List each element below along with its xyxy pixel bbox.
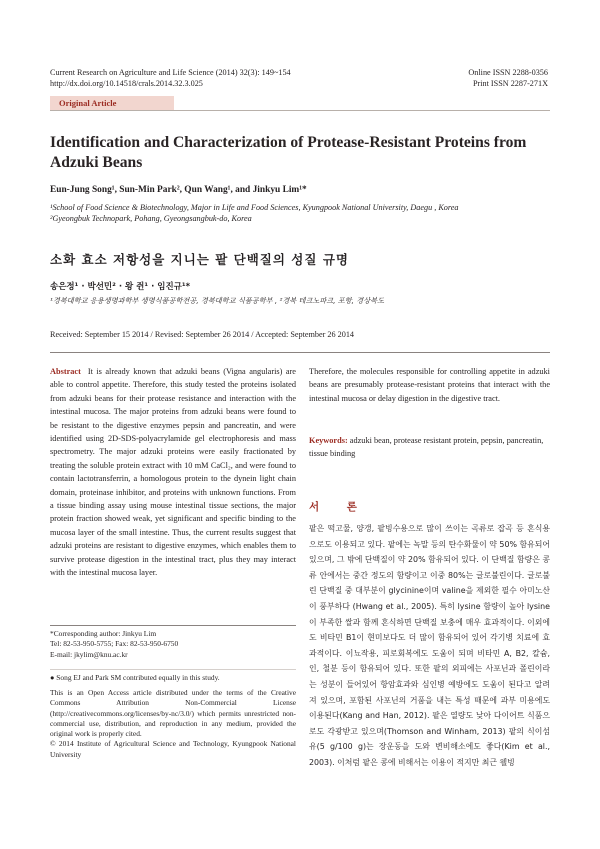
journal-header xyxy=(50,67,291,89)
submission-dates: Received: September 15 2014 / Revised: September 26 2014 / Accepted: September 26 2014 xyxy=(50,330,355,339)
abstract-left-column xyxy=(50,365,296,580)
license-text: This is an Open Access article distributed under the terms of the Creative Commons Attribution Non-Commercial License (http://creativecommons.org/licenses/by-nc/3.0/) which permits unrestricted non-commercial use, distribution, and reproduction in any medium, provided the original work is properly cited. xyxy=(50,688,296,739)
footnote-rule xyxy=(50,625,296,626)
keywords-heading: Keywords: xyxy=(309,436,348,445)
abstract-continuation: Therefore, the molecules responsible for controlling appetite in adzuki beans are presumably protease-resistant proteins that interact with the intestinal mucosa or delay digestion in the digestive tract. xyxy=(309,367,550,403)
korean-title: 소화 효소 저항성을 지니는 팥 단백질의 성질 규명 xyxy=(50,252,349,267)
affiliations xyxy=(50,202,459,224)
footnote-divider xyxy=(50,669,296,670)
abstract-heading: Abstract xyxy=(50,367,81,376)
license-note xyxy=(50,688,296,760)
affiliation-1: ¹School of Food Science & Biotechnology, Major in Life and Food Sciences, Kyungpook National University, Daegu , Korea xyxy=(50,203,459,212)
affiliation-2: ²Gyeongbuk Technopark, Pohang, Gyeongsangbuk-do, Korea xyxy=(50,214,252,223)
corresponding-author: *Corresponding author: Jinkyu Lim xyxy=(50,629,157,638)
equal-contribution-note: ● Song EJ and Park SM contributed equally in this study. xyxy=(50,673,220,682)
keywords xyxy=(309,434,550,461)
doi-link[interactable]: http://dx.doi.org/10.14518/crals.2014.32.3.025 xyxy=(50,79,203,88)
author-list: Eun-Jung Song¹, Sun-Min Park², Qun Wang¹, and Jinkyu Lim¹* xyxy=(50,185,307,195)
korean-affiliations: ¹경북대학교 응용생명과학부 생명식품공학전공, 경북대학교 식품공학부 , ²경북 테크노파크, 포항, 경상북도 xyxy=(50,296,385,305)
korean-authors: 송은정¹ · 박선민² · 왕 쥔¹ · 임진규¹* xyxy=(50,282,191,292)
keywords-text: adzuki bean, protease resistant protein, pepsin, pancreatin, tissue binding xyxy=(309,436,544,459)
contact-email[interactable]: E-mail: jkylim@knu.ac.kr xyxy=(50,649,128,659)
header-rule xyxy=(50,110,550,111)
abstract-right-column xyxy=(309,365,550,405)
corresponding-author-note xyxy=(50,629,296,660)
abstract-text: It is already known that adzuki beans (Vigna angularis) are able to control appetite. Therefore, this study tested the proteins isolated from adzuki beans for their protease resistance and interaction with the intestinal mucosa. The major proteins from adzuki beans were found to be resistant to the digestive enzymes pepsin and pancreatin, and were identified using 2D-SDS-polyacrylamide gel electrophoresis and mass spectrometry. The major adzuki proteins were easily fractionated by treating the soluble protein extract with 10 mM CaCl₂, and were found to contain lactotransferrin, a homologous protein to the dynein light chain domain, proteinase inhibitor, and proteins with unknown functions. From a tissue binding assay using mouse intestinal tissue sections, the major protein fraction showed weak, yet significant and specific binding to the mucosa layer of the small intestine. Thus, the current results suggest that adzuki proteins are resistant to digestive enzymes, which enables them to survive protease digestion in the intestinal tract, plus they may interact with the intestinal mucosa layer. xyxy=(50,367,296,578)
introduction-heading: 서 론 xyxy=(309,501,369,513)
article-type-label: Original Article xyxy=(59,98,117,108)
introduction-text: 팥은 떡고물, 양갱, 팥빙수용으로 많이 쓰이는 곡류로 잡곡 등 혼식용으로도 이용되고 있다. 팥에는 녹말 등의 탄수화물이 약 50% 함유되어 있으며, 그 밖에 단백질이 약 20% 함유되어 있다. 이 단백질 함량은 콩류 안에서는 중간 정도의 함량이고 이중 80%는 글로불린이다. 글로불린 단백질 중 대부분이 glycinine이며 valine을 제외한 필수 아미노산이 풍부하다 (Hwang et al., 2005). 특히 lysine 함량이 높아 lysine이 부족한 쌀과 함께 혼식하면 단백질 보충에 매우 효과적이다. 이외에도 비타민 B1이 현미보다도 더 많이 함유되어 있어 각기병 치료에 효과적이다. 이뇨작용, 피로회복에도 도움이 되며 비타민 A, B2, 칼슘, 인, 철분 등이 함유되어 있다. 또한 팥의 외피에는 사포닌과 폴린이라는 성분이 들어있어 항암효과와 심인병 예방에도 도움이 된다고 알려져 있으며, 포함된 사포닌의 거품을 내는 특성 때문에 과부 미용에도 이용된다(Kang and Han, 2012). 팥은 열량도 낮아 다이어트 식품으로도 각광받고 있으며(Thomson and Winham, 2013) 팥의 식이섬유(5 g/100 g)는 장운동을 도와 변비해소에도 좋다(Kim et al., 2003). 이처럼 팥은 콩에 비해서는 이용이 적지만 최근 웰빙 xyxy=(309,524,550,767)
copyright-text: © 2014 Institute of Agricultural Science and Technology, Kyungpook National University xyxy=(50,739,296,759)
issn-print: Print ISSN 2287-271X xyxy=(472,79,548,88)
issn-block xyxy=(468,67,548,89)
journal-citation: Current Research on Agriculture and Life Science (2014) 32(3): 149~154 xyxy=(50,68,291,77)
contact-phone: Tel: 82-53-950-5755; Fax: 82-53-950-6750 xyxy=(50,639,179,649)
paper-title: Identification and Characterization of Protease-Resistant Proteins from Adzuki Beans xyxy=(50,134,527,171)
article-type-tag xyxy=(50,96,174,111)
section-rule xyxy=(50,352,550,353)
issn-online: Online ISSN 2288-0356 xyxy=(468,68,548,77)
